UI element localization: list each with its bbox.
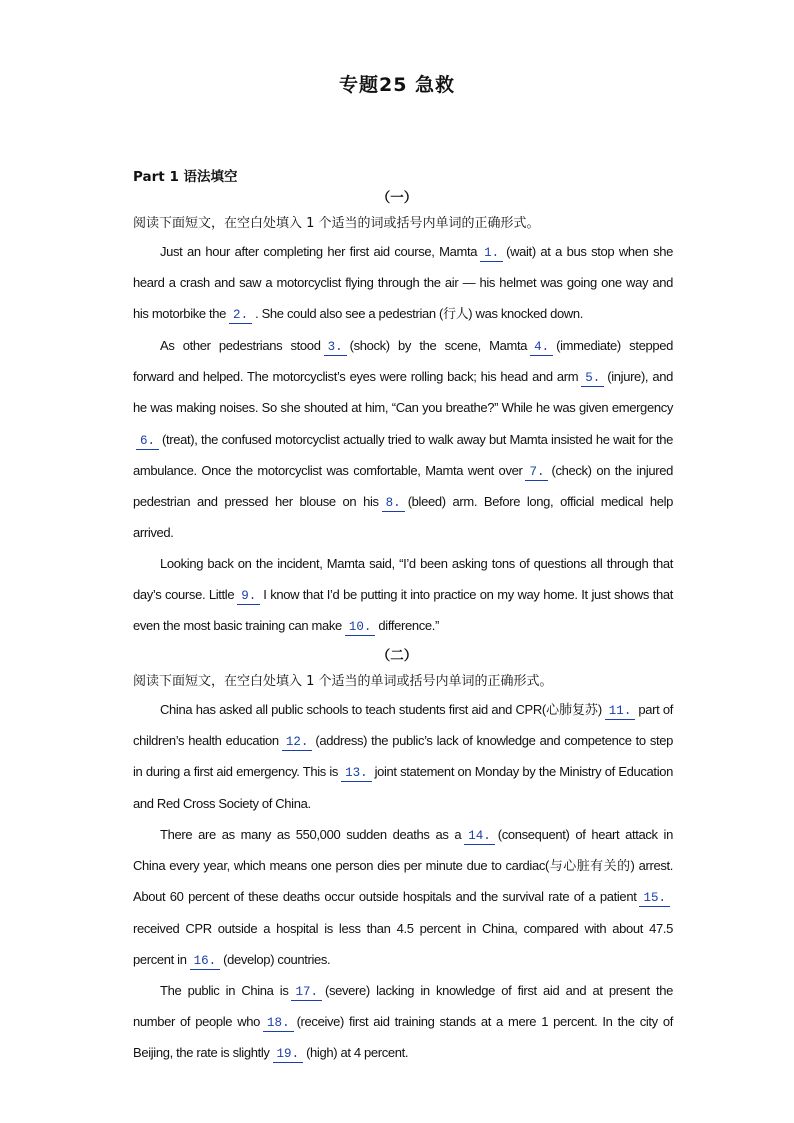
section-instruction-1: 阅读下面短文，在空白处填入 1 个适当的词或括号内单词的正确形式。 <box>133 216 540 231</box>
answer-blank[interactable]: 11 . <box>605 704 636 720</box>
answer-blank[interactable]: 8 . <box>382 496 405 512</box>
answer-blank[interactable]: 13 . <box>341 766 372 782</box>
section-mark-2: （二） <box>376 648 418 664</box>
section-mark-1: （一） <box>376 190 418 206</box>
answer-blank[interactable]: 3 . <box>324 340 347 356</box>
answer-blank[interactable]: 18 . <box>263 1016 294 1032</box>
answer-blank[interactable]: 15 . <box>639 891 670 907</box>
answer-blank[interactable]: 2 . <box>229 308 252 324</box>
passage-1-paragraph-3: Looking back on the incident, Mamta said, “I’d been asking tons of questions all through that day’s course. Little 9 . I know that I’d be putting it into practice on my way home. It just shows that even the most basic training can make 10 . difference.” <box>133 548 673 642</box>
passage-2-paragraph-2: There are as many as 550,000 sudden deaths as a 14 . (consequent) of heart attack in China every year, which means one person dies per minute due to cardiac(与心脏有关的) arrest. About 60 percent of these deaths occur outside hospitals and the survival rate of a patient 15 .received CPR outside a hospital is less than 4.5 percent in China, compared with about 47.5 percent in 16 . (develop) countries. <box>133 819 673 975</box>
answer-blank[interactable]: 12 . <box>282 735 313 751</box>
passage-2-paragraph-3: The public in China is 17 . (severe) lacking in knowledge of first aid and at present the number of people who 18 . (receive) first aid training stands at a mere 1 percent. In the city of Beijing, the rate is slightly 19 . (high) at 4 percent. <box>133 975 673 1069</box>
section-instruction-2: 阅读下面短文，在空白处填入 1 个适当的单词或括号内单词的正确形式。 <box>133 674 553 689</box>
passage-1-paragraph-2: As other pedestrians stood 3 . (shock) by the scene, Mamta 4 . (immediate) stepped forward and helped. The motorcyclist’s eyes were rolling back; his head and arm 5 . (injure), and he was making noises. So she shouted at him, “Can you breathe?” While he was given emergency6 . (treat), the confused motorcyclist actually tried to walk away but Mamta insisted he wait for the ambulance. Once the motorcyclist was comfortable, Mamta went over 7 . (check) on the injured pedestrian and pressed her blouse on his 8 . (bleed) arm. Before long, official medical help arrived. <box>133 330 673 548</box>
part-label: Part 1 语法填空 <box>133 169 238 185</box>
passage-1-paragraph-1: Just an hour after completing her first aid course, Mamta 1 . (wait) at a bus stop when she heard a crash and saw a motorcyclist flying through the air — his helmet was going one way and his motorbike the 2 . . She could also see a pedestrian (行人) was knocked down. <box>133 236 673 330</box>
answer-blank[interactable]: 16 . <box>190 954 221 970</box>
passage-2-paragraph-1: China has asked all public schools to teach students first aid and CPR(心肺复苏) 11 . part of children’s health education 12 . (address) the public’s lack of knowledge and competence to step in during a first aid emergency. This is 13 . joint statement on Monday by the Ministry of Education and Red Cross Society of China. <box>133 694 673 819</box>
answer-blank[interactable]: 6 . <box>136 434 159 450</box>
answer-blank[interactable]: 1 . <box>480 246 503 262</box>
page-title: 专题25 急救 <box>338 74 456 96</box>
answer-blank[interactable]: 5 . <box>581 371 604 387</box>
answer-blank[interactable]: 19 . <box>273 1047 304 1063</box>
answer-blank[interactable]: 14 . <box>464 829 495 845</box>
answer-blank[interactable]: 17 . <box>291 985 322 1001</box>
answer-blank[interactable]: 10 . <box>345 620 376 636</box>
answer-blank[interactable]: 9 . <box>237 589 260 605</box>
answer-blank[interactable]: 4 . <box>530 340 553 356</box>
answer-blank[interactable]: 7 . <box>525 465 548 481</box>
